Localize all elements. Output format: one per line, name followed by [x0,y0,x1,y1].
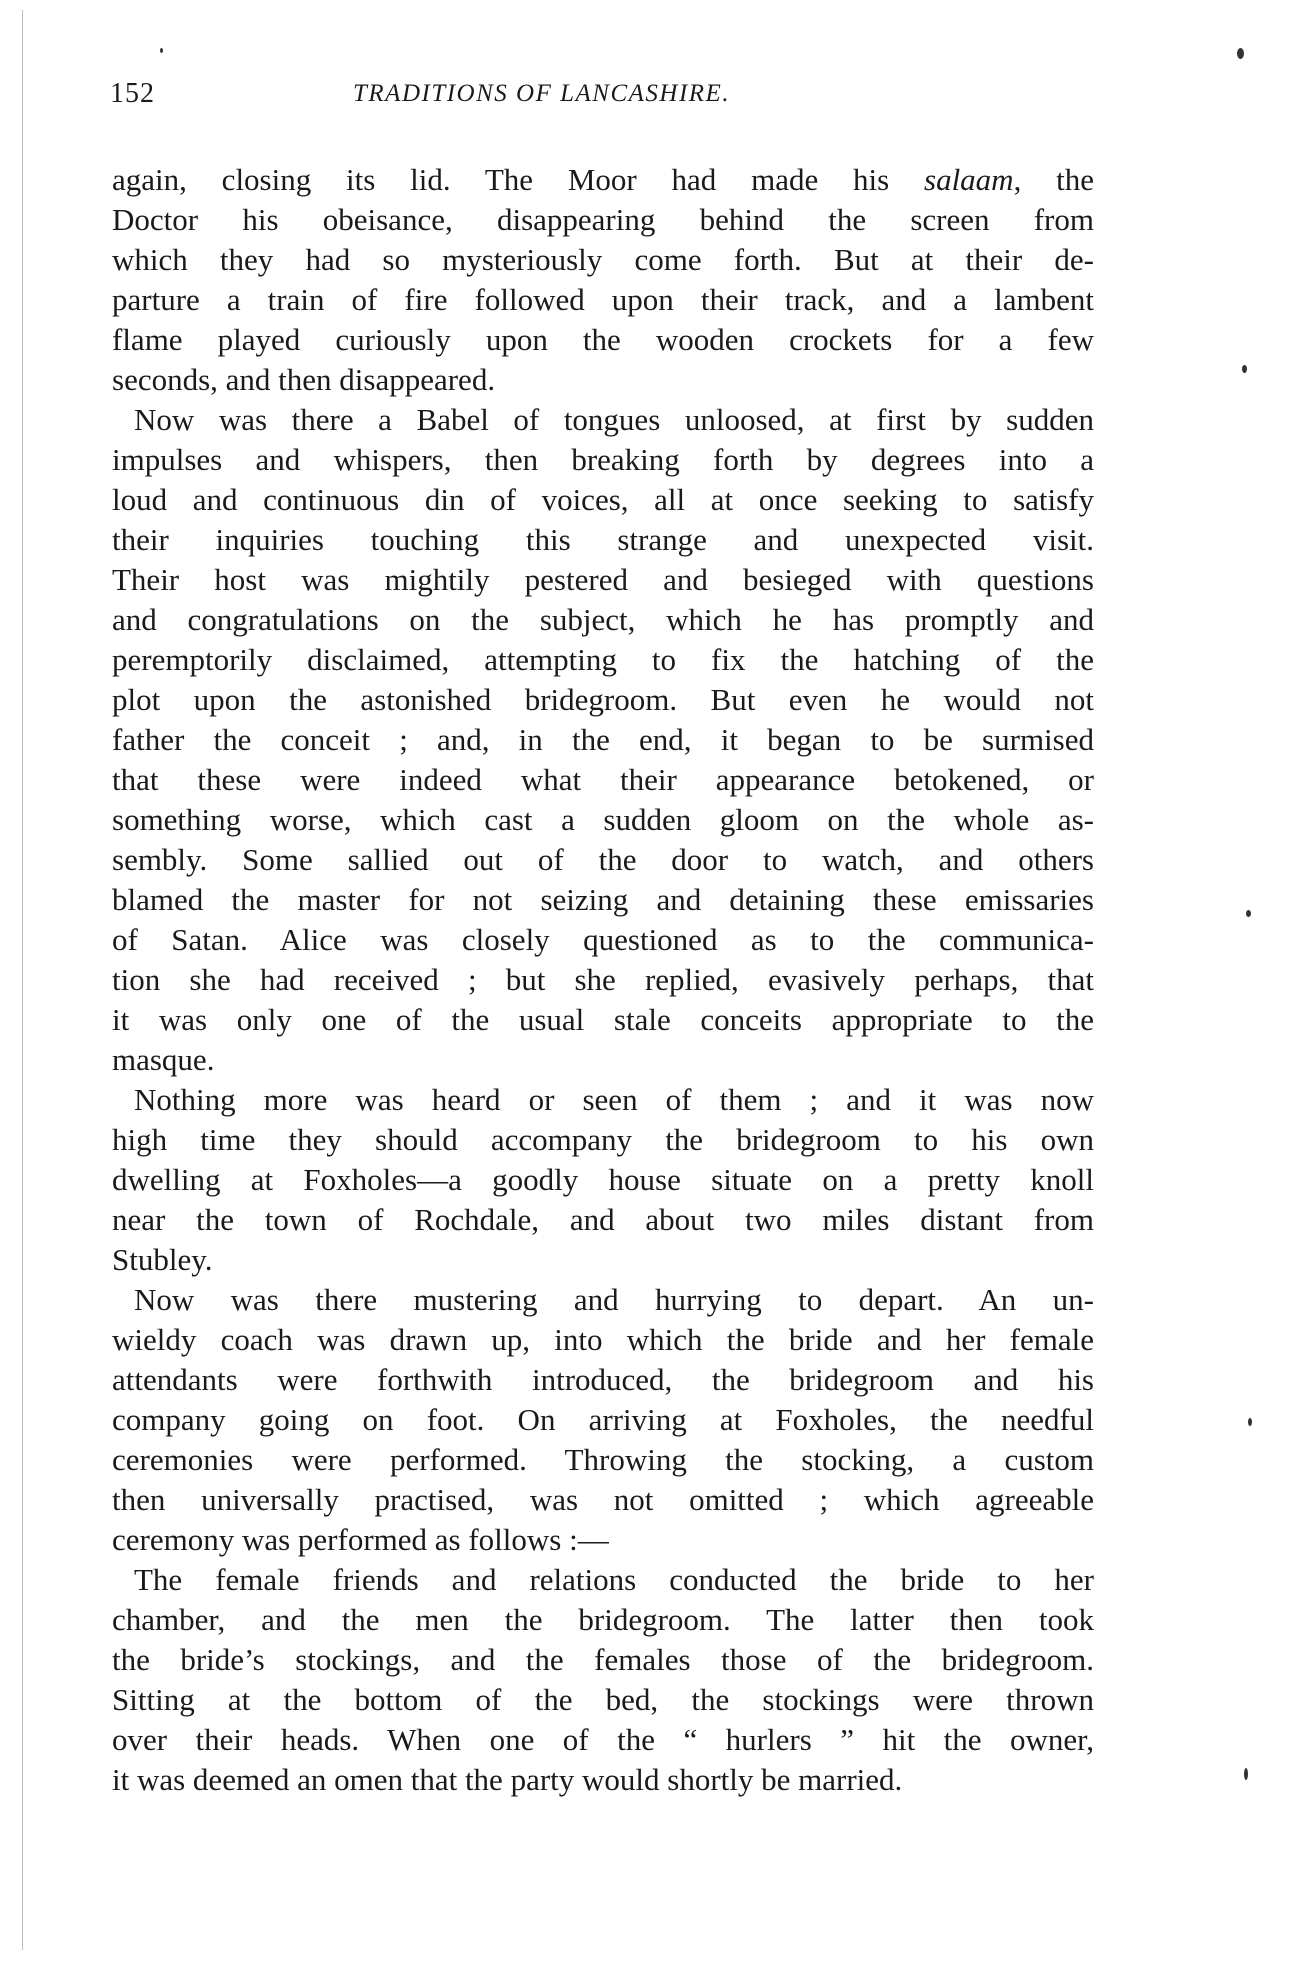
text-line: blamed the master for not seizing and detaining these emissaries [112,882,1094,917]
text-line: attendants were forthwith introduced, the bridegroom and his [112,1362,1094,1397]
binding-edge-line [22,10,23,1950]
scan-speck [1246,910,1251,917]
text-line: ceremony was performed as follows :— [112,1522,609,1557]
text-line: loud and continuous din of voices, all at once seeking to satisfy [112,482,1094,517]
text-line: again, closing its lid. The Moor had made his salaam, the [112,162,1094,197]
text-line: then universally practised, was not omitted ; which agreeable [112,1482,1094,1517]
scan-speck [1248,1418,1252,1426]
text-line: father the conceit ; and, in the end, it began to be surmised [112,722,1094,757]
text-line: Sitting at the bottom of the bed, the stockings were thrown [112,1682,1094,1717]
text-line: it was deemed an omen that the party would shortly be married. [112,1762,903,1797]
text-line: company going on foot. On arriving at Foxholes, the needful [112,1402,1094,1437]
body-text [112,160,1094,1800]
text-line: flame played curiously upon the wooden crockets for a few [112,322,1094,357]
text-line: masque. [112,1042,215,1077]
text-line: near the town of Rochdale, and about two miles distant from [112,1202,1094,1237]
text-line: the bride’s stockings, and the females those of the bridegroom. [112,1642,1094,1677]
text-line: Doctor his obeisance, disappearing behind the screen from [112,202,1094,237]
text-line: tion she had received ; but she replied, evasively perhaps, that [112,962,1094,997]
page-header [110,78,1090,118]
text-line: peremptorily disclaimed, attempting to fix the hatching of the [112,642,1094,677]
text-line: parture a train of fire followed upon their track, and a lambent [112,282,1094,317]
text-line: Now was there a Babel of tongues unloosed, at first by sudden [134,402,1094,437]
text-line: of Satan. Alice was closely questioned as to the communica- [112,922,1094,957]
scan-speck [1237,48,1244,59]
running-title: TRADITIONS OF LANCASHIRE. [353,80,731,107]
text-line: which they had so mysteriously come forth. But at their de- [112,242,1094,277]
text-line: and congratulations on the subject, which he has promptly and [112,602,1094,637]
text-line: The female friends and relations conducted the bride to her [134,1562,1094,1597]
text-line: dwelling at Foxholes—a goodly house situate on a pretty knoll [112,1162,1094,1197]
text-line: Stubley. [112,1242,213,1277]
text-line: over their heads. When one of the “ hurlers ” hit the owner, [112,1722,1094,1757]
text-line: seconds, and then disappeared. [112,362,496,397]
scan-speck [1242,365,1247,373]
text-line: impulses and whispers, then breaking forth by degrees into a [112,442,1094,477]
text-line: sembly. Some sallied out of the door to watch, and others [112,842,1094,877]
scan-speck [1244,1768,1248,1780]
text-line: plot upon the astonished bridegroom. But even he would not [112,682,1094,717]
text-line: something worse, which cast a sudden gloom on the whole as- [112,802,1094,837]
text-line: Nothing more was heard or seen of them ; and it was now [134,1082,1094,1117]
text-line: high time they should accompany the bridegroom to his own [112,1122,1094,1157]
scan-speck [160,48,163,53]
text-line: that these were indeed what their appearance betokened, or [112,762,1094,797]
text-line: Now was there mustering and hurrying to depart. An un- [134,1282,1094,1317]
italic-word: salaam [924,162,1014,197]
text-line: it was only one of the usual stale conceits appropriate to the [112,1002,1094,1037]
page-number: 152 [110,78,155,109]
text-line: ceremonies were performed. Throwing the stocking, a custom [112,1442,1094,1477]
text-line: Their host was mightily pestered and besieged with questions [112,562,1094,597]
text-line: their inquiries touching this strange and unexpected visit. [112,522,1094,557]
text-line: wieldy coach was drawn up, into which the bride and her female [112,1322,1094,1357]
text-line: chamber, and the men the bridegroom. The latter then took [112,1602,1094,1637]
